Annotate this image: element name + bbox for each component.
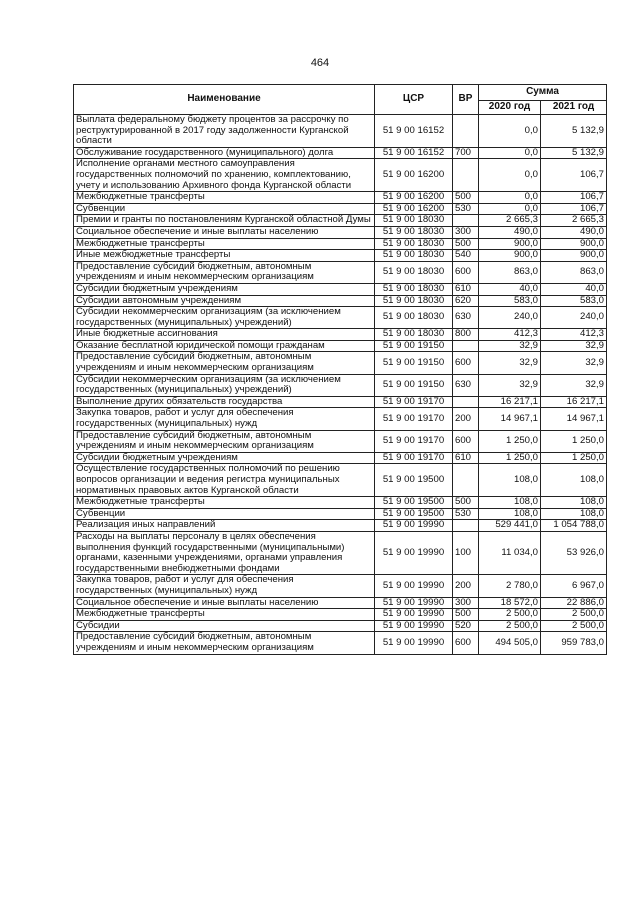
row-csr: 51 9 00 18030 (375, 261, 453, 283)
row-value-2021: 490,0 (541, 226, 607, 238)
row-vr: 500 (453, 192, 479, 204)
row-name: Иные бюджетные ассигнования (74, 329, 375, 341)
table-row (74, 192, 607, 204)
row-csr: 51 9 00 19990 (375, 597, 453, 609)
row-value-2021: 14 967,1 (541, 408, 607, 430)
row-vr (453, 340, 479, 352)
row-name: Субсидии автономным учреждениям (74, 295, 375, 307)
row-vr (453, 520, 479, 532)
header-2020: 2020 год (479, 101, 541, 115)
row-name: Реализация иных направлений (74, 520, 375, 532)
row-vr: 700 (453, 147, 479, 159)
row-value-2021: 583,0 (541, 295, 607, 307)
table-row (74, 295, 607, 307)
row-value-2020: 14 967,1 (479, 408, 541, 430)
row-value-2020: 529 441,0 (479, 520, 541, 532)
row-csr: 51 9 00 19170 (375, 396, 453, 408)
row-csr: 51 9 00 19990 (375, 531, 453, 574)
row-value-2021: 106,7 (541, 203, 607, 215)
row-value-2021: 6 967,0 (541, 575, 607, 597)
row-value-2020: 2 780,0 (479, 575, 541, 597)
row-vr (453, 115, 479, 148)
header-csr: ЦСР (375, 85, 453, 115)
table-row (74, 609, 607, 621)
row-csr: 51 9 00 19500 (375, 464, 453, 497)
header-name: Наименование (74, 85, 375, 115)
row-vr: 600 (453, 352, 479, 374)
row-csr: 51 9 00 18030 (375, 226, 453, 238)
row-csr: 51 9 00 18030 (375, 215, 453, 227)
row-vr: 200 (453, 575, 479, 597)
table-row (74, 497, 607, 509)
table-row (74, 508, 607, 520)
row-vr: 500 (453, 497, 479, 509)
row-value-2021: 32,9 (541, 374, 607, 396)
row-vr: 600 (453, 261, 479, 283)
row-vr: 610 (453, 452, 479, 464)
row-value-2020: 863,0 (479, 261, 541, 283)
row-vr: 800 (453, 329, 479, 341)
table-row (74, 464, 607, 497)
table-row (74, 115, 607, 148)
row-value-2021: 900,0 (541, 238, 607, 250)
row-csr: 51 9 00 19500 (375, 508, 453, 520)
row-csr: 51 9 00 18030 (375, 238, 453, 250)
row-vr (453, 159, 479, 192)
row-name: Субвенции (74, 203, 375, 215)
table-row (74, 238, 607, 250)
row-value-2021: 108,0 (541, 508, 607, 520)
row-value-2021: 863,0 (541, 261, 607, 283)
row-value-2020: 490,0 (479, 226, 541, 238)
row-name: Субвенции (74, 508, 375, 520)
row-name: Межбюджетные трансферты (74, 497, 375, 509)
row-vr: 600 (453, 430, 479, 452)
row-vr (453, 396, 479, 408)
row-name: Выплата федеральному бюджету процентов за рассрочку по реструктурированной в 2017 году задолженности Курганской области (74, 115, 375, 148)
row-value-2020: 240,0 (479, 307, 541, 329)
table-row (74, 307, 607, 329)
table-row (74, 531, 607, 574)
row-name: Субсидии бюджетным учреждениям (74, 283, 375, 295)
row-value-2020: 2 500,0 (479, 620, 541, 632)
row-name: Субсидии (74, 620, 375, 632)
row-name: Премии и гранты по постановлениям Курганской областной Думы (74, 215, 375, 227)
table-row (74, 261, 607, 283)
row-value-2020: 2 500,0 (479, 609, 541, 621)
row-name: Закупка товаров, работ и услуг для обеспечения государственных (муниципальных) нужд (74, 575, 375, 597)
row-value-2021: 5 132,9 (541, 147, 607, 159)
row-csr: 51 9 00 18030 (375, 329, 453, 341)
row-value-2021: 240,0 (541, 307, 607, 329)
row-value-2021: 106,7 (541, 192, 607, 204)
table-row (74, 340, 607, 352)
row-value-2021: 900,0 (541, 250, 607, 262)
row-csr: 51 9 00 18030 (375, 295, 453, 307)
row-value-2020: 0,0 (479, 159, 541, 192)
row-value-2020: 108,0 (479, 508, 541, 520)
row-vr: 500 (453, 238, 479, 250)
row-value-2020: 2 665,3 (479, 215, 541, 227)
row-csr: 51 9 00 19500 (375, 497, 453, 509)
row-value-2021: 2 665,3 (541, 215, 607, 227)
table-row (74, 520, 607, 532)
row-vr: 600 (453, 632, 479, 654)
row-value-2020: 18 572,0 (479, 597, 541, 609)
row-name: Оказание бесплатной юридической помощи гражданам (74, 340, 375, 352)
table-row (74, 250, 607, 262)
table-row (74, 597, 607, 609)
row-value-2021: 32,9 (541, 340, 607, 352)
budget-table (73, 84, 607, 655)
row-value-2020: 32,9 (479, 340, 541, 352)
table-row (74, 159, 607, 192)
row-value-2021: 40,0 (541, 283, 607, 295)
page-number: 464 (310, 57, 330, 69)
table-row (74, 430, 607, 452)
row-value-2020: 108,0 (479, 497, 541, 509)
row-value-2020: 0,0 (479, 203, 541, 215)
row-value-2021: 1 054 788,0 (541, 520, 607, 532)
row-value-2020: 583,0 (479, 295, 541, 307)
table-row (74, 452, 607, 464)
row-value-2021: 53 926,0 (541, 531, 607, 574)
row-vr: 630 (453, 374, 479, 396)
row-vr: 610 (453, 283, 479, 295)
row-csr: 51 9 00 19170 (375, 408, 453, 430)
row-value-2020: 412,3 (479, 329, 541, 341)
row-name: Расходы на выплаты персоналу в целях обеспечения выполнения функций государственными (муниципальными) органами, казенными учреждениями, органами управления государственными внебюджетными фондами (74, 531, 375, 574)
row-value-2021: 106,7 (541, 159, 607, 192)
row-csr: 51 9 00 18030 (375, 307, 453, 329)
table-body (74, 115, 607, 655)
row-name: Предоставление субсидий бюджетным, автономным учреждениям и иным некоммерческим организациям (74, 430, 375, 452)
table-row (74, 147, 607, 159)
row-csr: 51 9 00 19170 (375, 430, 453, 452)
row-vr: 500 (453, 609, 479, 621)
row-name: Субсидии бюджетным учреждениям (74, 452, 375, 464)
row-name: Предоставление субсидий бюджетным, автономным учреждениям и иным некоммерческим организациям (74, 352, 375, 374)
row-value-2021: 108,0 (541, 497, 607, 509)
row-vr: 300 (453, 226, 479, 238)
header-vr: ВР (453, 85, 479, 115)
row-vr: 530 (453, 508, 479, 520)
row-csr: 51 9 00 19990 (375, 520, 453, 532)
header-2021: 2021 год (541, 101, 607, 115)
row-value-2020: 900,0 (479, 238, 541, 250)
table-row (74, 203, 607, 215)
row-csr: 51 9 00 18030 (375, 283, 453, 295)
row-value-2020: 900,0 (479, 250, 541, 262)
row-value-2020: 1 250,0 (479, 430, 541, 452)
row-value-2021: 32,9 (541, 352, 607, 374)
row-name: Социальное обеспечение и иные выплаты населению (74, 597, 375, 609)
row-name: Предоставление субсидий бюджетным, автономным учреждениям и иным некоммерческим организациям (74, 632, 375, 654)
row-value-2021: 108,0 (541, 464, 607, 497)
table-row (74, 632, 607, 654)
table-row (74, 408, 607, 430)
row-csr: 51 9 00 19150 (375, 374, 453, 396)
row-value-2021: 2 500,0 (541, 609, 607, 621)
row-name: Закупка товаров, работ и услуг для обеспечения государственных (муниципальных) нужд (74, 408, 375, 430)
row-vr (453, 215, 479, 227)
row-name: Социальное обеспечение и иные выплаты населению (74, 226, 375, 238)
row-csr: 51 9 00 19990 (375, 620, 453, 632)
row-csr: 51 9 00 16200 (375, 159, 453, 192)
row-csr: 51 9 00 16200 (375, 203, 453, 215)
header-row (74, 85, 607, 101)
row-vr (453, 464, 479, 497)
row-name: Исполнение органами местного самоуправления государственных полномочий по хранению, комплектованию, учету и использованию Архивного фонда Курганской области (74, 159, 375, 192)
row-value-2021: 412,3 (541, 329, 607, 341)
row-name: Субсидии некоммерческим организациям (за исключением государственных (муниципальных) учреждений) (74, 307, 375, 329)
row-name: Межбюджетные трансферты (74, 609, 375, 621)
row-value-2020: 32,9 (479, 352, 541, 374)
row-csr: 51 9 00 16200 (375, 192, 453, 204)
row-vr: 100 (453, 531, 479, 574)
row-name: Предоставление субсидий бюджетным, автономным учреждениям и иным некоммерческим организациям (74, 261, 375, 283)
row-csr: 51 9 00 19990 (375, 575, 453, 597)
row-vr: 540 (453, 250, 479, 262)
table-row (74, 352, 607, 374)
row-name: Межбюджетные трансферты (74, 192, 375, 204)
row-vr: 300 (453, 597, 479, 609)
row-value-2020: 40,0 (479, 283, 541, 295)
row-value-2021: 5 132,9 (541, 115, 607, 148)
table-row (74, 226, 607, 238)
row-name: Осуществление государственных полномочий по решению вопросов организации и ведения регистра муниципальных нормативных правовых актов Курганской области (74, 464, 375, 497)
table-row (74, 374, 607, 396)
table-row (74, 215, 607, 227)
row-vr: 620 (453, 295, 479, 307)
row-value-2021: 22 886,0 (541, 597, 607, 609)
row-csr: 51 9 00 16152 (375, 115, 453, 148)
row-value-2021: 1 250,0 (541, 430, 607, 452)
row-value-2020: 0,0 (479, 115, 541, 148)
row-value-2020: 1 250,0 (479, 452, 541, 464)
row-value-2021: 1 250,0 (541, 452, 607, 464)
row-vr: 200 (453, 408, 479, 430)
row-value-2020: 0,0 (479, 147, 541, 159)
row-name: Субсидии некоммерческим организациям (за исключением государственных (муниципальных) учреждений) (74, 374, 375, 396)
table-row (74, 620, 607, 632)
row-csr: 51 9 00 18030 (375, 250, 453, 262)
table-row (74, 283, 607, 295)
row-value-2020: 108,0 (479, 464, 541, 497)
row-csr: 51 9 00 19150 (375, 340, 453, 352)
row-vr: 630 (453, 307, 479, 329)
row-value-2021: 959 783,0 (541, 632, 607, 654)
row-name: Выполнение других обязательств государства (74, 396, 375, 408)
header-sum: Сумма (479, 85, 607, 101)
row-csr: 51 9 00 16152 (375, 147, 453, 159)
row-vr: 520 (453, 620, 479, 632)
row-csr: 51 9 00 19990 (375, 632, 453, 654)
row-csr: 51 9 00 19150 (375, 352, 453, 374)
row-value-2020: 16 217,1 (479, 396, 541, 408)
row-csr: 51 9 00 19990 (375, 609, 453, 621)
row-name: Межбюджетные трансферты (74, 238, 375, 250)
row-value-2020: 11 034,0 (479, 531, 541, 574)
row-value-2020: 32,9 (479, 374, 541, 396)
row-value-2021: 2 500,0 (541, 620, 607, 632)
row-value-2020: 494 505,0 (479, 632, 541, 654)
row-name: Обслуживание государственного (муниципального) долга (74, 147, 375, 159)
table-row (74, 575, 607, 597)
row-vr: 530 (453, 203, 479, 215)
row-csr: 51 9 00 19170 (375, 452, 453, 464)
row-value-2021: 16 217,1 (541, 396, 607, 408)
table-row (74, 329, 607, 341)
row-value-2020: 0,0 (479, 192, 541, 204)
table-row (74, 396, 607, 408)
row-name: Иные межбюджетные трансферты (74, 250, 375, 262)
